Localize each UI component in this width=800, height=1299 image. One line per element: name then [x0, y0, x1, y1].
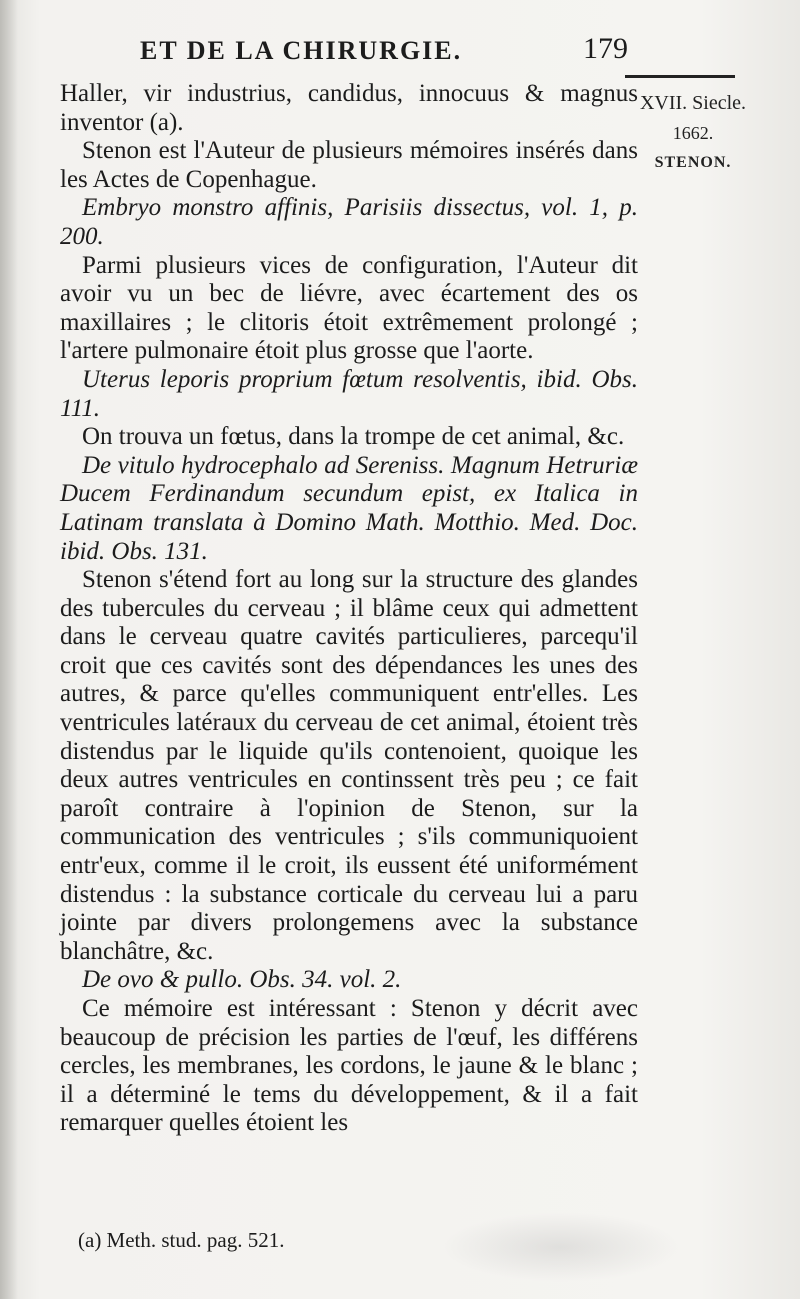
page-number: 179 [583, 32, 628, 65]
paragraph: Parmi plusieurs vices de configuration, l'Auteur dit avoir vu un bec de liévre, avec écartement des os maxillaires ; le clitoris étoit extrêmement prolongé ; l'artere pulmonaire étoit plus grosse que l'aorte. [60, 251, 638, 365]
citation-paragraph: De ovo & pullo. Obs. 34. vol. 2. [82, 966, 402, 994]
paragraph: On trouva un fœtus, dans la trompe de cet animal, &c. [82, 423, 625, 451]
margin-note [618, 88, 768, 178]
page-header [128, 30, 628, 70]
paragraph: Ce mémoire est intéressant : Stenon y décrit avec beaucoup de précision les parties de l'œuf, les différens cercles, les membranes, les cordons, le jaune & le blanc ; il a déterminé le tems du développement, & il a fait remarquer quelles étoient les [60, 995, 638, 1137]
footnote: (a) Meth. stud. pag. 521. [78, 1228, 285, 1252]
paragraph: Stenon est l'Auteur de plusieurs mémoires insérés dans les Actes de Copenhague. [60, 137, 638, 193]
citation-paragraph: De vitulo hydrocephalo ad Sereniss. Magnum Hetruriæ Ducem Ferdinandum secundum epist, ex Italica in Latinam translata à Domino Math. Motthio. Med. Doc. ibid. Obs. 131. [60, 451, 638, 565]
paragraph: Stenon s'étend fort au long sur la structure des glandes des tubercules du cerveau ; il blâme ceux qui admettent dans le cerveau quatre cavités particulieres, parcequ'il croit que ces cavités sont des dépendances les unes des autres, & parce qu'elles communiquent entr'elles. Les ventricules latéraux du cerveau de cet animal, étoient très distendus par le liquide qu'ils contenoient, quoique les deux autres ventricules en continssent très peu ; ce fait paroît contraire à l'opinion de Stenon, sur la communication des ventricules ; s'ils communiquoient entr'eux, comme il le croit, ils eussent été uniformément distendus : la substance corticale du cerveau lui a paru jointe par divers prolongemens avec la substance blanchâtre, &c. [60, 566, 638, 965]
margin-author: STENON. [654, 154, 732, 171]
margin-century: XVII. Siecle. [639, 92, 747, 114]
running-title: ET DE LA CHIRURGIE. [140, 36, 463, 65]
body-text [60, 80, 638, 1138]
gutter-shadow [0, 0, 18, 1299]
citation-paragraph: Embryo monstro affinis, Parisiis dissectus, vol. 1, p. 200. [60, 194, 638, 250]
margin-rule [625, 75, 735, 78]
paragraph: Haller, vir industrius, candidus, innocuus & magnus inventor (a). [60, 80, 638, 136]
margin-year: 1662. [672, 123, 714, 143]
citation-paragraph: Uterus leporis proprium fœtum resolventis, ibid. Obs. 111. [60, 365, 638, 422]
